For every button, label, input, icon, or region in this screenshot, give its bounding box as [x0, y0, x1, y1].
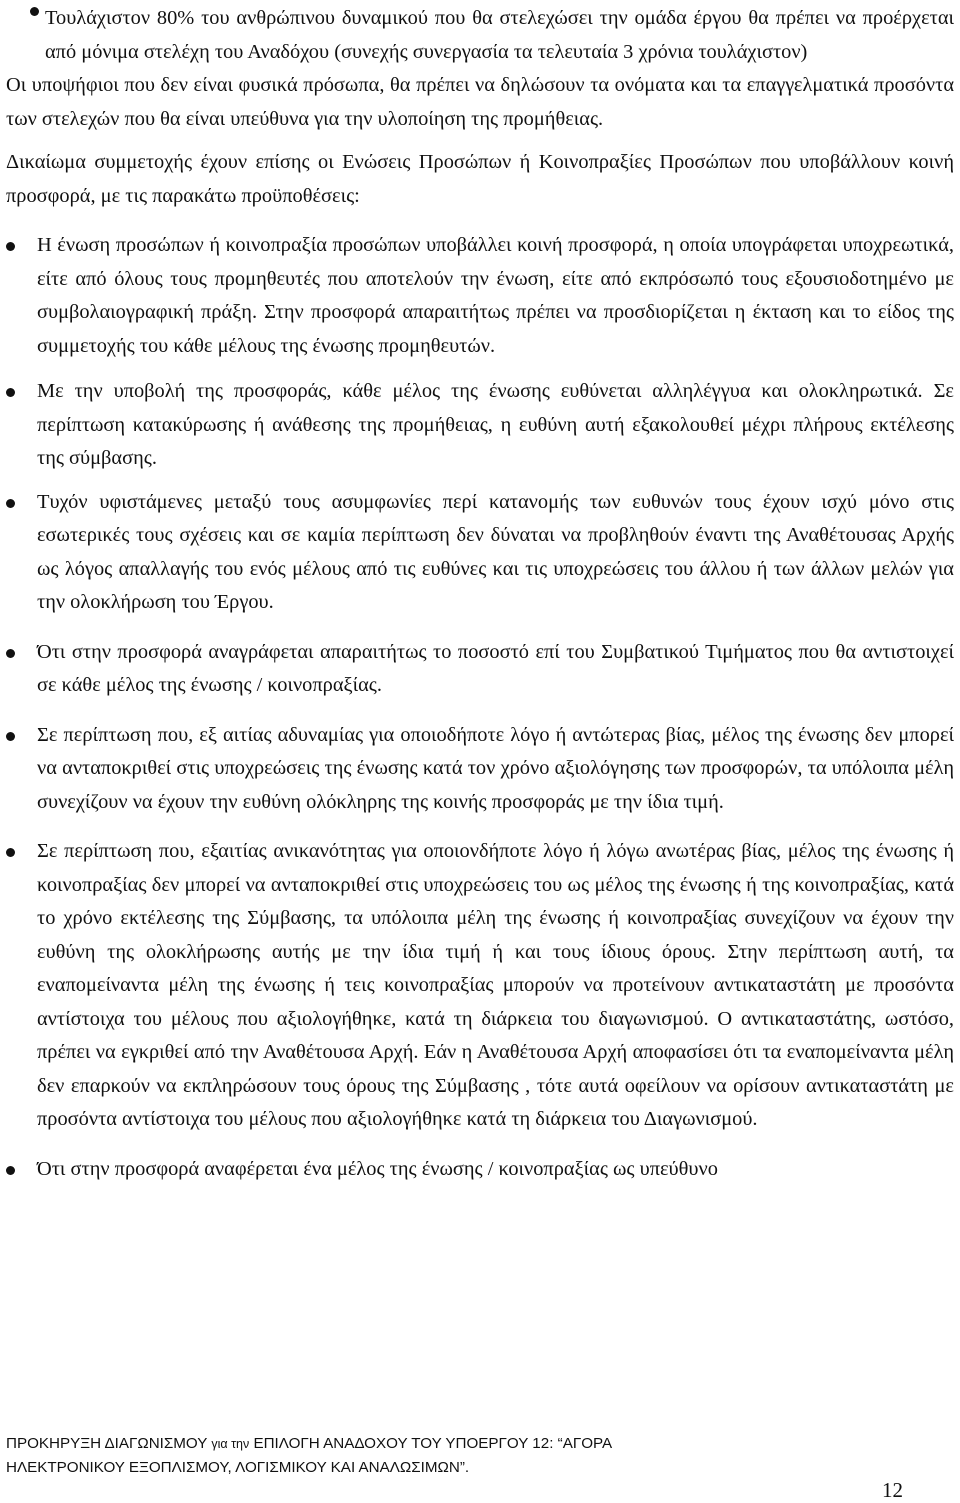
bullet-text: Τυχόν υφιστάμενες μεταξύ τους ασυμφωνίες περί κατανομής των ευθυνών τους έχουν ισχύ μόνο στις εσωτερικές τους σχέσεις και σε καμία περίπτωση δεν δύναται να προβληθούν έναντι της Αναθέτουσας Αρχής ως λόγος απαλλαγής του ενός μέλους από τις ευθύνες και τις υποχρεώσεις του άλλου ή των άλλων μελών για την ολοκλήρωση του Έργου. [37, 490, 954, 613]
paragraph-candidates: Οι υποψήφιοι που δεν είναι φυσικά πρόσωπα, θα πρέπει να δηλώσουν τα ονόματα και τα επαγγελματικά προσόντα των στελεχών που θα είναι υπεύθυνα για την υλοποίηση της προμήθειας. [6, 74, 954, 130]
bullet-text: Με την υποβολή της προσφοράς, κάθε μέλος της ένωσης ευθύνεται αλληλέγγυα και ολοκληρωτικά. Σε περίπτωση κατακύρωσης ή ανάθεσης της προμήθειας, η ευθύνη αυτή εξακολουθεί μέχρι πλήρους εκτέλεσης της σύμβασης. [37, 380, 954, 469]
bullet-text: Τουλάχιστον 80% του ανθρώπινου δυναμικού που θα στελεχώσει την ομάδα έργου θα πρέπει να προέρχεται από μόνιμα στελέχη του Αναδόχου (συνεχής συνεργασία τα τελευταία 3 χρόνια τουλάχιστον) [45, 7, 954, 63]
list-item [6, 486, 954, 620]
list-item [6, 2, 954, 69]
bullet-text: Ότι στην προσφορά αναφέρεται ένα μέλος της ένωσης / κοινοπραξίας ως υπεύθυνο [37, 1157, 718, 1180]
bullet-icon [6, 649, 15, 658]
bullet-text: Ότι στην προσφορά αναγράφεται απαραιτήτως το ποσοστό επί του Συμβατικού Τιμήματος που θα αντιστοιχεί σε κάθε μέλος της ένωσης / κοινοπραξίας. [37, 640, 954, 696]
footer-title-part: για την [211, 1437, 250, 1451]
list-item [6, 835, 954, 1137]
list-item [6, 1153, 954, 1187]
bullet-text: Η ένωση προσώπων ή κοινοπραξία προσώπων υποβάλλει κοινή προσφορά, η οποία υπογράφεται υποχρεωτικά, είτε από όλους τους προμηθευτές που αποτελούν την ένωση, είτε από εκπρόσωπό τους εξουσιοδοτημένο με συμβολαιογραφική πράξη. Στην προσφορά απαραιτήτως πρέπει να προσδιορίζεται η έκταση και το είδος της συμμετοχής του κάθε μέλους της ένωσης προμηθευτών. [37, 234, 954, 357]
list-item [6, 229, 954, 363]
list-item [6, 375, 954, 476]
footer-line-1 [6, 1432, 906, 1456]
bullet-icon [6, 242, 15, 251]
bullet-text: Σε περίπτωση που, εξαιτίας ανικανότητας για οποιονδήποτε λόγο ή λόγω ανωτέρας βίας, μέλος της ένωσης ή κοινοπραξίας δεν μπορεί να ανταποκριθεί στις υποχρεώσεις του ως μέλος της ένωσης ή της κοινοπραξίας, κατά το χρόνο εκτέλεσης της Σύμβασης, τα υπόλοιπα μέλη της ένωσης ή κοινοπραξίας συνεχίζουν να έχουν την ευθύνη της ολοκλήρωσης αυτής με την ίδια τιμή ή και τους ίδιους όρους. Στην περίπτωση αυτή, τα εναπομείναντα μέλη της ένωσης ή τεις κοινοπραξίας μπορούν να προτείνουν αντικαταστάτη με προσόντα αντίστοιχα του μέλους που αξιολογήθηκε, κατά τη διάρκεια του διαγωνισμού. Ο αντικαταστάτης, ωστόσο, πρέπει να εγκριθεί από την Αναθέτουσα Αρχή. Εάν η Αναθέτουσα Αρχή αποφασίσει ότι τα εναπομείναντα μέλη δεν επαρκούν να εκπληρώσουν τους όρους της Σύμβασης , τότε αυτά οφείλουν να ορίσουν αντικαταστάτη με προσόντα αντίστοιχα του μέλους που αξιολογήθηκε κατά τη διάρκεια του Διαγωνισμού. [37, 840, 954, 1130]
bullet-icon [6, 1166, 15, 1175]
bullet-icon [30, 7, 39, 16]
bullet-icon [6, 388, 15, 397]
page-number: 12 [882, 1478, 903, 1502]
page-footer [6, 1432, 906, 1479]
document-body [6, 2, 954, 1186]
bullet-icon [6, 499, 15, 508]
footer-line-2: ΗΛΕΚΤΡΟΝΙΚΟΥ ΕΞΟΠΛΙΣΜΟΥ, ΛΟΓΙΣΜΙΚΟΥ ΚΑΙ ΑΝΑΛΩΣΙΜΩΝ”. [6, 1459, 470, 1476]
bullet-text: Σε περίπτωση που, εξ αιτίας αδυναμίας για οποιοδήποτε λόγο ή αντώτερας βίας, μέλος της ένωσης δεν μπορεί να ανταποκριθεί στις υποχρεώσεις της ένωσης κατά τον χρόνο αξιολόγησης των προσφορών, τα υπόλοιπα μέλη συνεχίζουν να έχουν την ευθύνη ολόκληρης της κοινής προσφοράς με την ίδια τιμή. [37, 723, 954, 813]
bullet-icon [6, 848, 15, 857]
list-item [6, 719, 954, 820]
footer-title-part: ΕΠΙΛΟΓΗ ΑΝΑΔΟΧΟΥ ΤΟΥ ΥΠΟΕΡΓΟΥ 12: “ΑΓΟΡΑ [253, 1435, 613, 1452]
list-item [6, 636, 954, 703]
paragraph-participation-right: Δικαίωμα συμμετοχής έχουν επίσης οι Ενώσεις Προσώπων ή Κοινοπραξίες Προσώπων που υποβάλλουν κοινή προσφορά, με τις παρακάτω προϋποθέσεις: [6, 151, 954, 207]
footer-title-part: ΠΡΟΚΗΡΥΞΗ ΔΙΑΓΩΝΙΣΜΟΥ [6, 1435, 208, 1452]
bullet-icon [6, 732, 15, 741]
